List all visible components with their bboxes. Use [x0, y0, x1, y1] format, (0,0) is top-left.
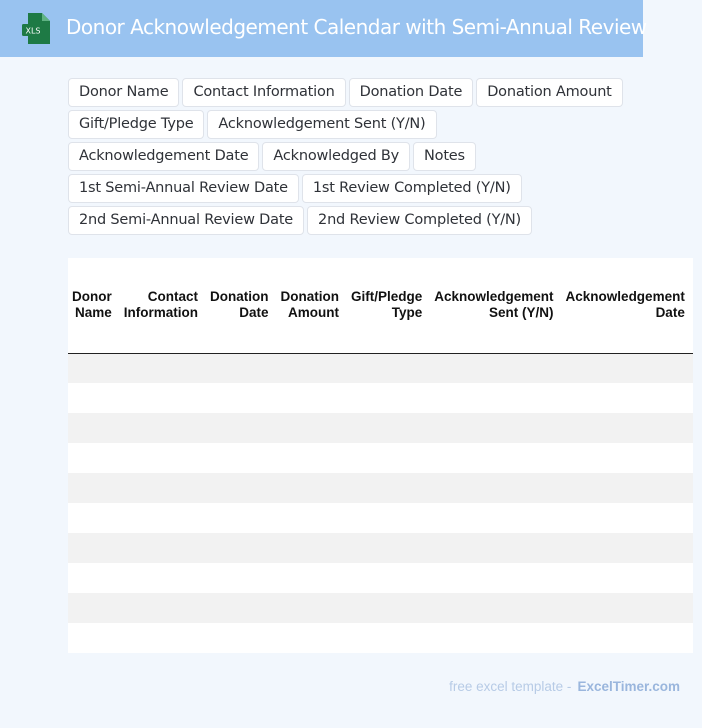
table-cell[interactable] — [206, 593, 277, 623]
table-cell[interactable] — [68, 623, 120, 653]
table-cell[interactable] — [277, 533, 348, 563]
table-cell[interactable] — [347, 443, 430, 473]
table-cell[interactable] — [206, 563, 277, 593]
field-chip[interactable]: Contact Information — [182, 78, 345, 107]
table-cell[interactable] — [277, 443, 348, 473]
table-cell[interactable] — [68, 413, 120, 443]
table-cell[interactable] — [277, 353, 348, 383]
table-cell[interactable] — [68, 563, 120, 593]
table-header-row — [68, 258, 693, 353]
table-cell[interactable] — [430, 503, 561, 533]
page-title: Donor Acknowledgement Calendar with Semi-Annual Review — [66, 15, 647, 39]
table-cell[interactable] — [277, 503, 348, 533]
table-cell[interactable] — [277, 383, 348, 413]
table-cell[interactable] — [68, 383, 120, 413]
table-cell[interactable] — [562, 503, 693, 533]
table-cell[interactable] — [206, 533, 277, 563]
table-cell[interactable] — [120, 353, 206, 383]
column-header-line: Gift/Pledge — [351, 289, 423, 305]
field-chip[interactable]: Gift/Pledge Type — [68, 110, 204, 139]
column-header — [347, 258, 430, 353]
column-header-line: Donor — [72, 289, 112, 305]
field-chip[interactable]: Acknowledgement Date — [68, 142, 259, 171]
table-cell[interactable] — [430, 353, 561, 383]
table-cell[interactable] — [206, 473, 277, 503]
table-cell[interactable] — [347, 623, 430, 653]
table-cell[interactable] — [562, 563, 693, 593]
field-chip-list — [68, 78, 628, 235]
table-cell[interactable] — [68, 593, 120, 623]
table-cell[interactable] — [68, 503, 120, 533]
table-cell[interactable] — [430, 443, 561, 473]
column-header — [68, 258, 120, 353]
table-cell[interactable] — [562, 533, 693, 563]
table-cell[interactable] — [430, 473, 561, 503]
table-cell[interactable] — [120, 413, 206, 443]
column-header-line: Donation — [280, 289, 339, 305]
table-cell[interactable] — [120, 473, 206, 503]
table-cell[interactable] — [562, 383, 693, 413]
field-chip[interactable]: 2nd Semi-Annual Review Date — [68, 206, 304, 235]
field-chip[interactable]: Donation Amount — [476, 78, 622, 107]
table-cell[interactable] — [347, 383, 430, 413]
table-cell[interactable] — [206, 503, 277, 533]
table-cell[interactable] — [430, 413, 561, 443]
table-row — [68, 593, 693, 623]
column-header — [120, 258, 206, 353]
table-cell[interactable] — [206, 413, 277, 443]
table-cell[interactable] — [206, 353, 277, 383]
column-header-line: Name — [74, 305, 112, 321]
field-chip[interactable]: Acknowledged By — [262, 142, 410, 171]
column-header-line: Date — [655, 305, 685, 321]
footer-brand-link[interactable]: ExcelTimer.com — [577, 679, 680, 694]
table-cell[interactable] — [120, 533, 206, 563]
column-header-line: Amount — [288, 305, 339, 321]
table-cell[interactable] — [120, 623, 206, 653]
field-chip[interactable]: Donor Name — [68, 78, 179, 107]
table-cell[interactable] — [277, 593, 348, 623]
footer-prefix: free excel template - — [449, 679, 572, 694]
table-cell[interactable] — [347, 593, 430, 623]
table-cell[interactable] — [68, 353, 120, 383]
column-header — [277, 258, 348, 353]
table-cell[interactable] — [562, 443, 693, 473]
table-row — [68, 503, 693, 533]
table-cell[interactable] — [347, 563, 430, 593]
field-chip[interactable]: Notes — [413, 142, 476, 171]
table-row — [68, 623, 693, 653]
column-header-line: Type — [391, 305, 423, 321]
table-cell[interactable] — [430, 563, 561, 593]
table-cell[interactable] — [430, 623, 561, 653]
table-row — [68, 383, 693, 413]
field-chip[interactable]: 1st Semi-Annual Review Date — [68, 174, 299, 203]
table-cell[interactable] — [562, 473, 693, 503]
table-cell[interactable] — [120, 443, 206, 473]
table-cell[interactable] — [347, 503, 430, 533]
table-row — [68, 473, 693, 503]
table-cell[interactable] — [206, 443, 277, 473]
table-cell[interactable] — [68, 533, 120, 563]
table-cell[interactable] — [562, 353, 693, 383]
column-header — [562, 258, 693, 353]
field-chip[interactable]: 2nd Review Completed (Y/N) — [307, 206, 532, 235]
column-header-line: Contact — [147, 289, 198, 305]
table-cell[interactable] — [68, 473, 120, 503]
column-header-line: Acknowledgement — [434, 289, 554, 305]
footer — [449, 679, 680, 694]
field-chip[interactable]: Acknowledgement Sent (Y/N) — [207, 110, 436, 139]
table-cell[interactable] — [68, 443, 120, 473]
column-header-line: Sent (Y/N) — [489, 305, 554, 321]
field-chip[interactable]: Donation Date — [349, 78, 474, 107]
table-cell[interactable] — [347, 473, 430, 503]
field-chip[interactable]: 1st Review Completed (Y/N) — [302, 174, 522, 203]
table-cell[interactable] — [430, 593, 561, 623]
table-cell[interactable] — [120, 593, 206, 623]
column-header-line: Information — [123, 305, 198, 321]
table-cell[interactable] — [347, 533, 430, 563]
table-cell[interactable] — [120, 383, 206, 413]
table-row — [68, 443, 693, 473]
table-cell[interactable] — [430, 383, 561, 413]
table-cell[interactable] — [347, 413, 430, 443]
table-cell[interactable] — [347, 353, 430, 383]
table-row — [68, 563, 693, 593]
column-header-line: Acknowledgement — [565, 289, 685, 305]
column-header-line: Date — [239, 305, 269, 321]
table-row — [68, 353, 693, 383]
table-cell[interactable] — [277, 623, 348, 653]
table-cell[interactable] — [562, 413, 693, 443]
table-cell[interactable] — [430, 533, 561, 563]
table-cell[interactable] — [206, 623, 277, 653]
column-header — [206, 258, 277, 353]
table-cell[interactable] — [562, 593, 693, 623]
table-cell[interactable] — [120, 563, 206, 593]
table-row — [68, 533, 693, 563]
column-header — [430, 258, 561, 353]
xls-icon-text: XLS — [25, 26, 41, 36]
table-row — [68, 413, 693, 443]
header-bar — [0, 0, 647, 57]
table-cell[interactable] — [120, 503, 206, 533]
excel-file-icon — [22, 13, 50, 44]
table-cell[interactable] — [277, 413, 348, 443]
table-cell[interactable] — [277, 473, 348, 503]
table-cell[interactable] — [277, 563, 348, 593]
table-cell[interactable] — [206, 383, 277, 413]
column-header-line: Donation — [210, 289, 269, 305]
template-table — [68, 258, 685, 653]
table-cell[interactable] — [562, 623, 693, 653]
